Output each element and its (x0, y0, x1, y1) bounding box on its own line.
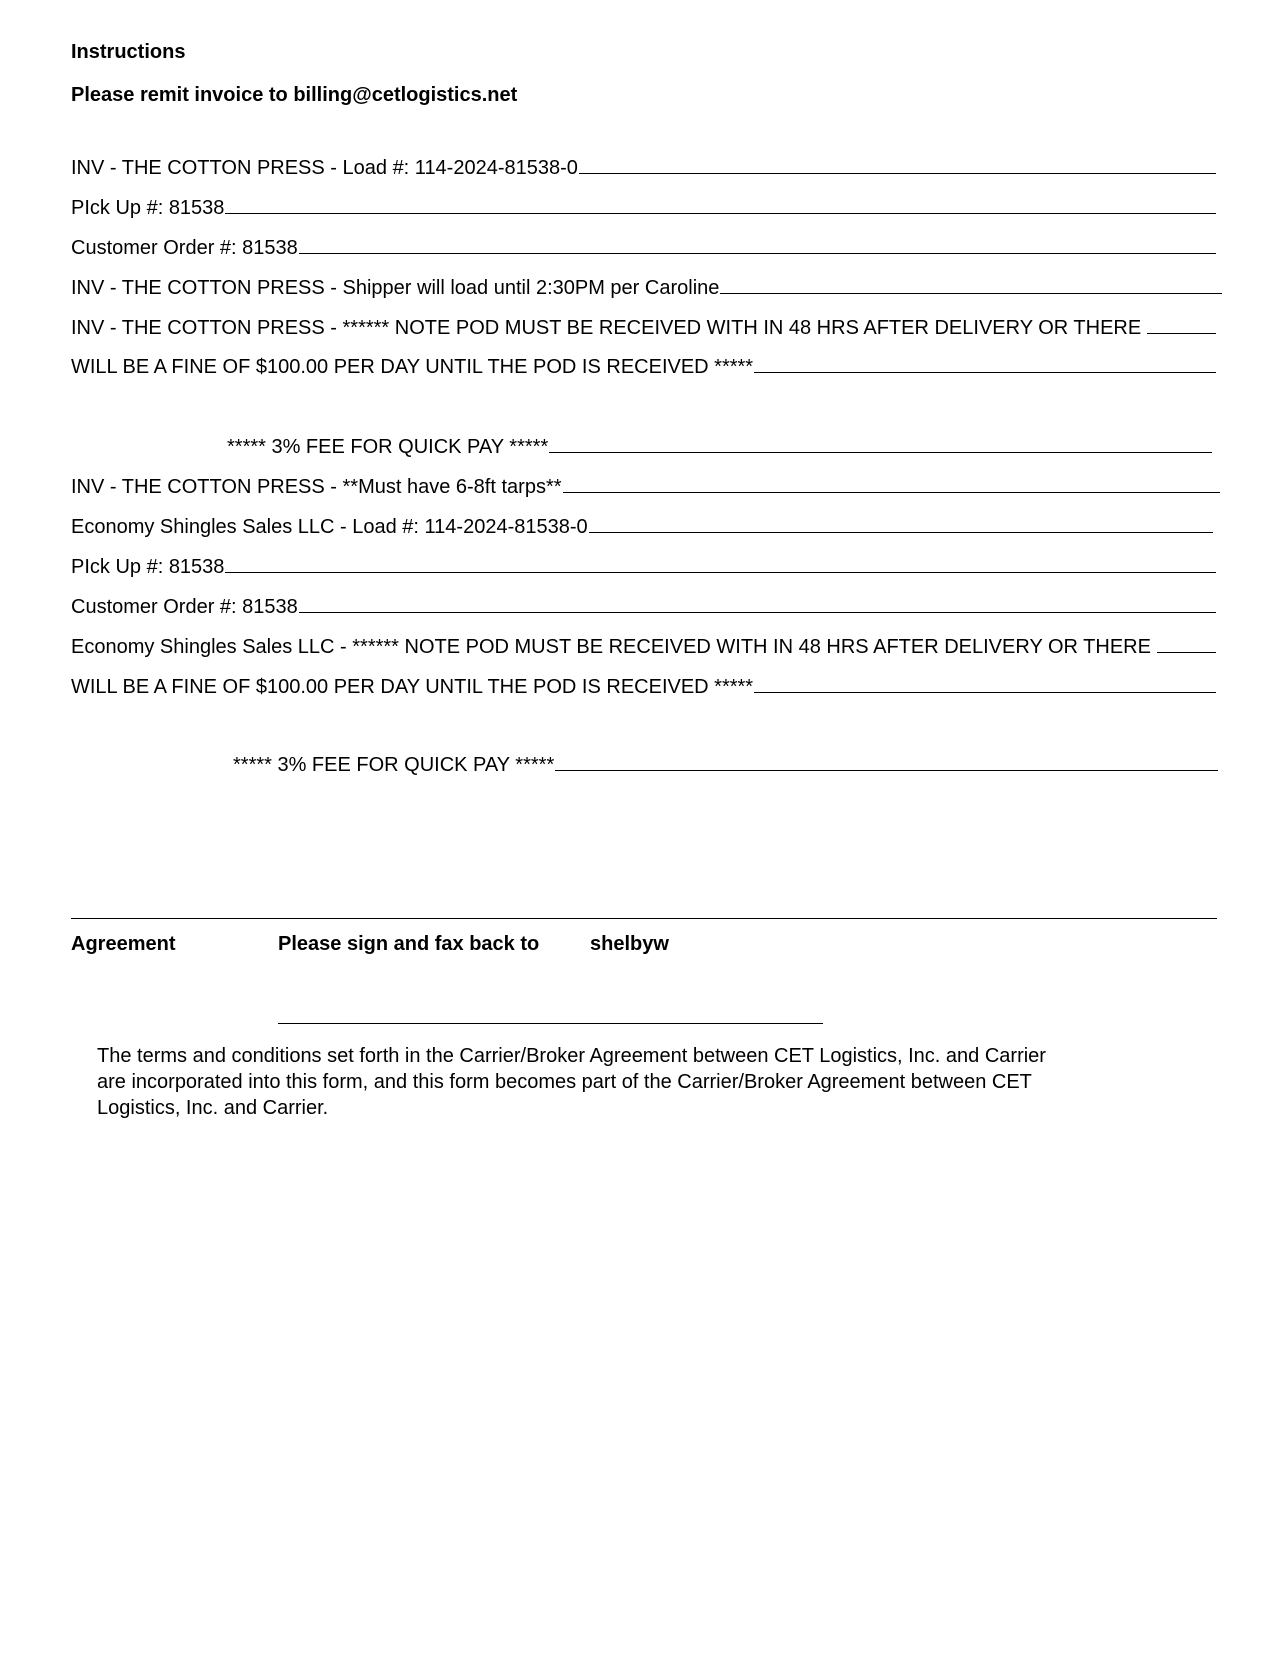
instruction-line (71, 236, 1216, 260)
instruction-line (71, 276, 1222, 300)
signature-line (278, 1023, 823, 1024)
terms-paragraph: The terms and conditions set forth in the Carrier/Broker Agreement between CET Logistics, Inc. and Carrier are incorporated into this form, and this form becomes part of the Carrier/Broker Agreement between CET Logistics, Inc. and Carrier. (97, 1045, 1046, 1119)
instruction-text: PIck Up #: 81538 (71, 556, 225, 578)
instruction-text: Customer Order #: 81538 (71, 237, 298, 259)
fill-rule (225, 197, 1216, 214)
fill-rule (555, 754, 1218, 771)
instruction-text: INV - THE COTTON PRESS - Load #: 114-2024-81538-0 (71, 157, 578, 179)
sign-fax-text: Please sign and fax back to (278, 933, 540, 955)
instruction-line (71, 675, 1216, 699)
fill-rule (579, 157, 1216, 174)
instruction-line (227, 435, 1212, 459)
remit-invoice-heading: Please remit invoice to billing@cetlogistics.net (71, 84, 518, 106)
instruction-text: WILL BE A FINE OF $100.00 PER DAY UNTIL THE POD IS RECEIVED ***** (71, 356, 754, 378)
fill-rule (720, 277, 1222, 294)
instruction-text: INV - THE COTTON PRESS - **Must have 6-8ft tarps** (71, 476, 562, 498)
instruction-line (71, 555, 1216, 579)
fax-contact: shelbyw (590, 933, 669, 955)
instruction-text: ***** 3% FEE FOR QUICK PAY ***** (227, 436, 549, 458)
fill-rule (754, 676, 1216, 693)
instruction-line (71, 355, 1216, 379)
fill-rule (589, 516, 1213, 533)
instruction-text: INV - THE COTTON PRESS - Shipper will load until 2:30PM per Caroline (71, 277, 720, 299)
instruction-line (233, 753, 1218, 777)
instruction-text: Customer Order #: 81538 (71, 596, 298, 618)
instructions-heading: Instructions (71, 41, 186, 63)
instruction-line (71, 316, 1216, 340)
instruction-text: Economy Shingles Sales LLC - ****** NOTE POD MUST BE RECEIVED WITH IN 48 HRS AFTER DELIVERY OR THERE (71, 636, 1151, 658)
instruction-line (71, 595, 1216, 619)
instruction-text: ***** 3% FEE FOR QUICK PAY ***** (233, 754, 555, 776)
instruction-text: PIck Up #: 81538 (71, 197, 225, 219)
fill-rule (1147, 317, 1216, 334)
section-divider (71, 918, 1217, 919)
fill-rule (299, 237, 1216, 254)
instruction-text: WILL BE A FINE OF $100.00 PER DAY UNTIL THE POD IS RECEIVED ***** (71, 676, 754, 698)
instruction-line (71, 156, 1216, 180)
fill-rule (299, 596, 1216, 613)
fill-rule (225, 556, 1216, 573)
fill-rule (754, 356, 1216, 373)
instruction-line (71, 475, 1220, 499)
instruction-line (71, 196, 1216, 220)
fill-rule (549, 436, 1212, 453)
fill-rule (563, 476, 1220, 493)
instruction-line (71, 635, 1216, 659)
instruction-line (71, 515, 1213, 539)
fill-rule (1157, 636, 1216, 653)
agreement-label: Agreement (71, 933, 176, 955)
instruction-text: Economy Shingles Sales LLC - Load #: 114-2024-81538-0 (71, 516, 588, 538)
instruction-text: INV - THE COTTON PRESS - ****** NOTE POD MUST BE RECEIVED WITH IN 48 HRS AFTER DELIVERY OR THERE (71, 317, 1142, 339)
